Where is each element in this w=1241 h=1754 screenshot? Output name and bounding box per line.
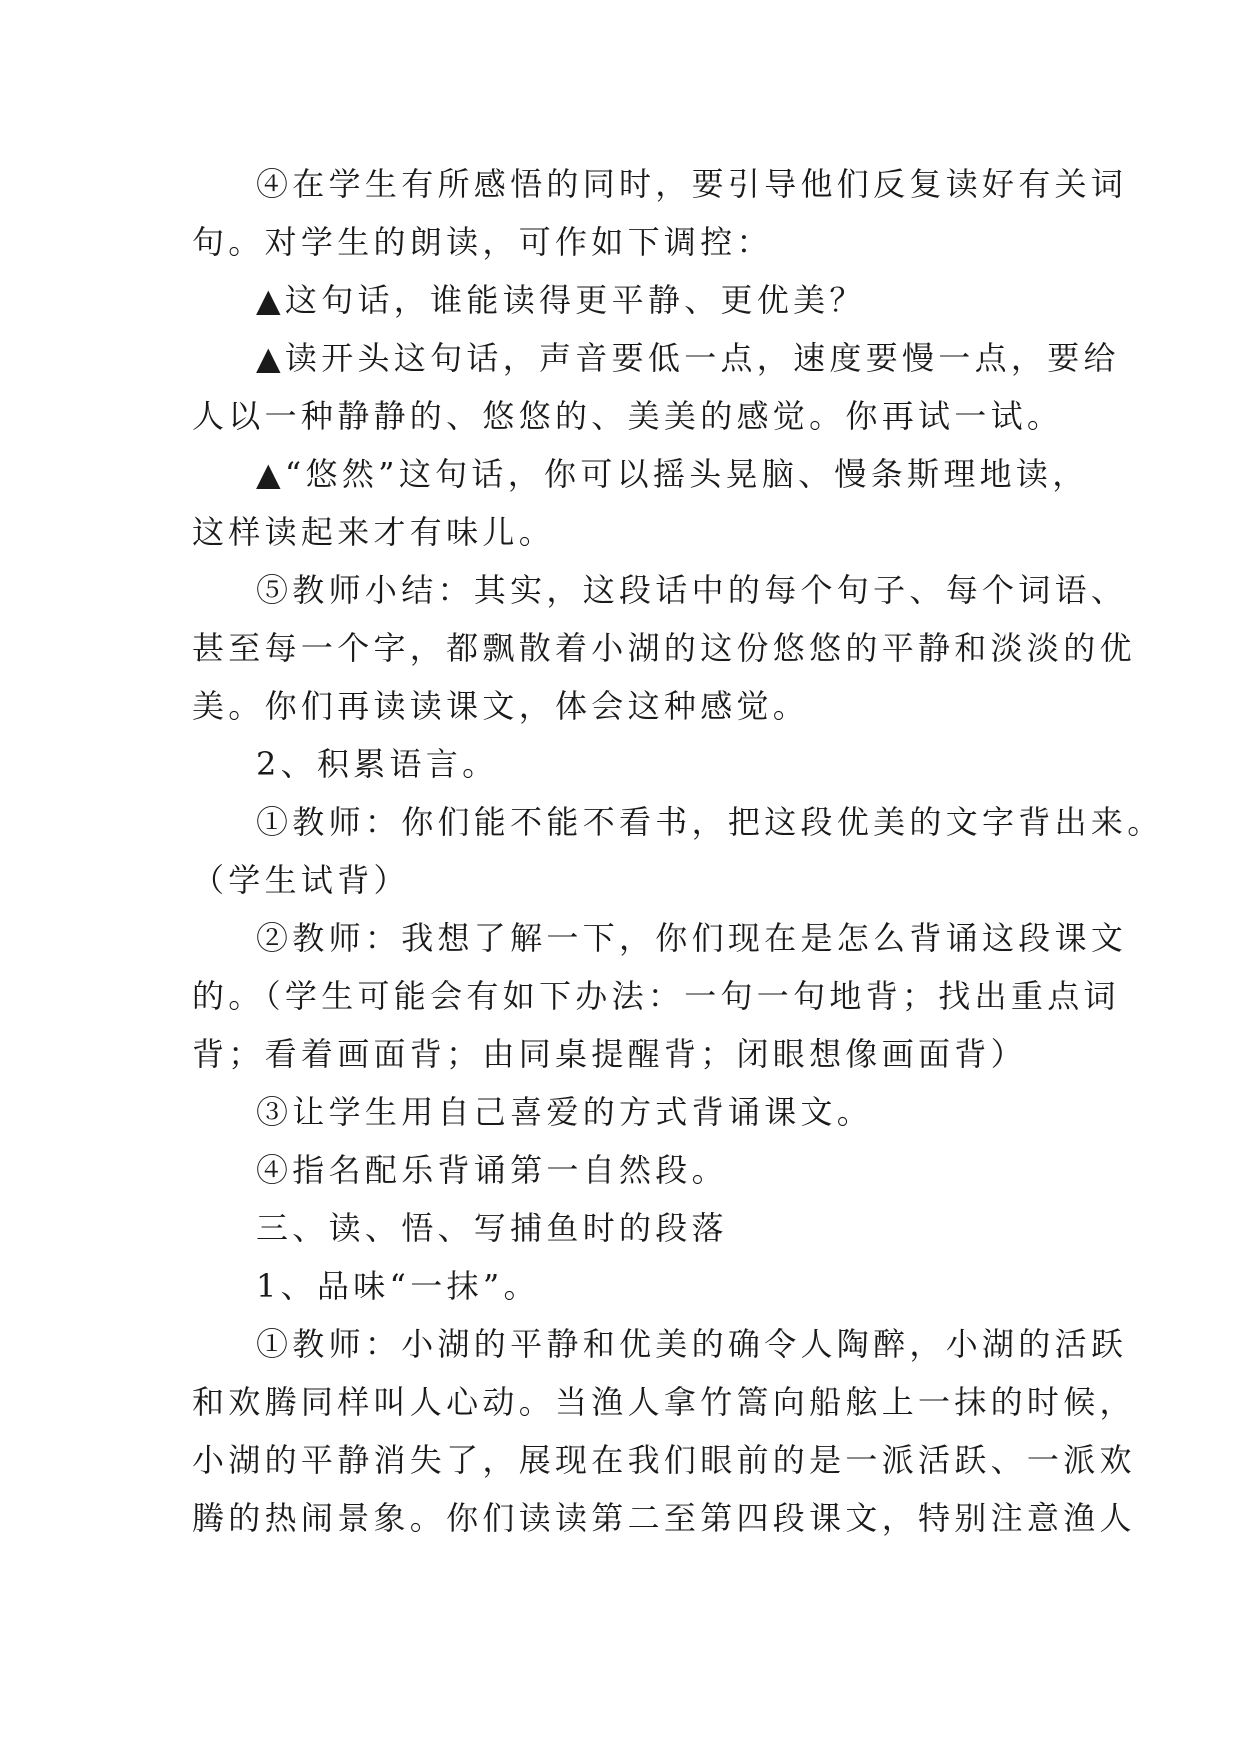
- paragraph-8: [192, 909, 1128, 1083]
- text-line: 这样读起来才有味儿。: [192, 513, 556, 551]
- paragraph-2: [192, 271, 1052, 329]
- paragraph-9: [192, 1083, 1052, 1141]
- text-line: 1、品味“一抹”。: [256, 1267, 540, 1305]
- text-line: ④指名配乐背诵第一自然段。: [256, 1151, 728, 1189]
- paragraph-10: [192, 1141, 1052, 1199]
- text-line: 句。对学生的朗读，可作如下调控：: [192, 223, 773, 261]
- text-line: 的。（学生可能会有如下办法：一句一句地背；找出重点词: [192, 977, 1120, 1015]
- text-line: ③让学生用自己喜爱的方式背诵课文。: [256, 1093, 874, 1131]
- text-line: ▲读开头这句话，声音要低一点，速度要慢一点，要给: [256, 339, 1120, 377]
- paragraph-6: [192, 735, 1052, 793]
- section-heading: [192, 1199, 1052, 1257]
- text-line: ④在学生有所感悟的同时，要引导他们反复读好有关词: [256, 165, 1128, 203]
- paragraph-13: [192, 1315, 1136, 1547]
- text-line: （学生试背）: [192, 861, 410, 899]
- subsection-heading: [192, 1257, 1052, 1315]
- paragraph-3: [192, 329, 1120, 445]
- text-line: 三、读、悟、写捕鱼时的段落: [256, 1209, 728, 1247]
- text-line: 腾的热闹景象。你们读读第二至第四段课文，特别注意渔人: [192, 1499, 1136, 1537]
- text-line: ▲这句话，谁能读得更平静、更优美？: [256, 281, 866, 319]
- text-line: 人以一种静静的、悠悠的、美美的感觉。你再试一试。: [192, 397, 1064, 435]
- paragraph-4: [192, 445, 1089, 561]
- text-line: ①教师：你们能不能不看书，把这段优美的文字背出来。: [256, 803, 1164, 841]
- text-line: ⑤教师小结：其实，这段话中的每个句子、每个词语、: [256, 571, 1128, 609]
- paragraph-7: [192, 793, 1164, 909]
- text-line: 2、积累语言。: [256, 745, 499, 783]
- text-line: ▲“悠然”这句话，你可以摇头晃脑、慢条斯理地读，: [256, 455, 1089, 493]
- document-page: [192, 155, 1164, 1547]
- text-line: ②教师：我想了解一下，你们现在是怎么背诵这段课文: [256, 919, 1128, 957]
- text-line: 小湖的平静消失了，展现在我们眼前的是一派活跃、一派欢: [192, 1441, 1136, 1479]
- text-line: 背；看着画面背；由同桌提醒背；闭眼想像画面背）: [192, 1035, 1027, 1073]
- text-line: 和欢腾同样叫人心动。当渔人拿竹篙向船舷上一抹的时候，: [192, 1383, 1136, 1421]
- text-line: ①教师：小湖的平静和优美的确令人陶醉，小湖的活跃: [256, 1325, 1128, 1363]
- paragraph-1: [192, 155, 1128, 271]
- text-line: 美。你们再读读课文，体会这种感觉。: [192, 687, 810, 725]
- paragraph-5: [192, 561, 1136, 735]
- text-line: 甚至每一个字，都飘散着小湖的这份悠悠的平静和淡淡的优: [192, 629, 1136, 667]
